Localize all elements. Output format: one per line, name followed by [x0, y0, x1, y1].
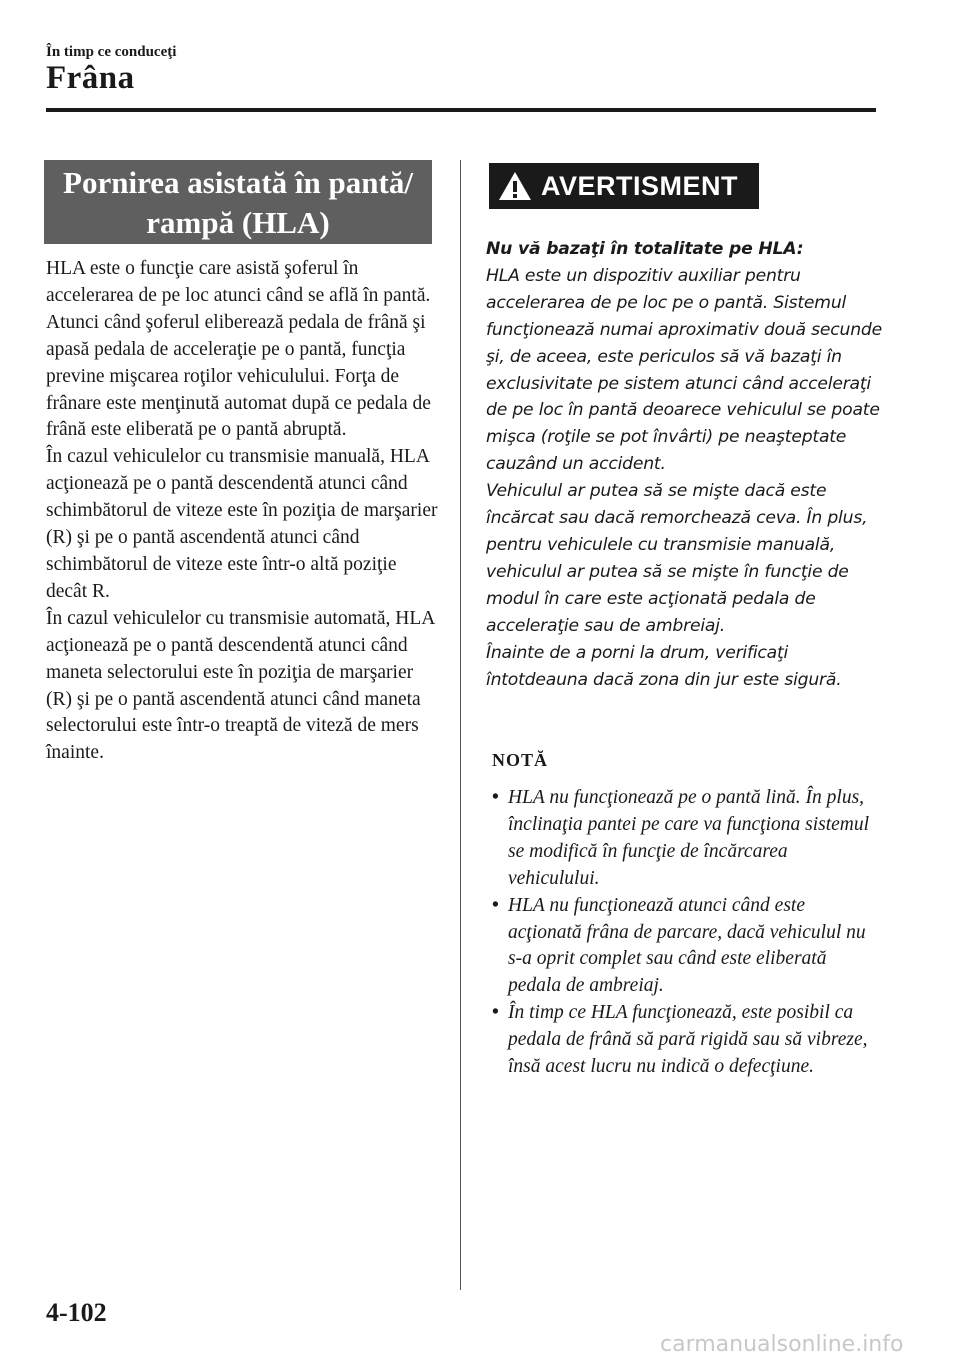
warning-paragraph: HLA este un dispozitiv auxiliar pentru accelerarea de pe loc pe o pantă. Sistemul funcţionează numai aproximativ două secunde şi, de aceea, este periculos să vă bazaţi în exclusivitate pe sistem atunci când acceleraţi de pe loc în pantă deoarece vehiculul se poate mişca (roţile se pot învârti) pe neaşteptate cauzând un accident. — [486, 265, 882, 475]
page-number: 4-102 — [46, 1298, 107, 1327]
bullet-icon: • — [492, 894, 499, 916]
warning-badge — [489, 163, 759, 209]
chapter-title: În timp ce conduceţi — [46, 44, 177, 60]
note-item-text: În timp ce HLA funcţionează, este posibil ca pedala de frână să pară rigidă sau să vibreze, însă acest lucru nu indică o defecţiune. — [508, 1002, 868, 1078]
note-item — [492, 785, 882, 893]
column-divider — [460, 160, 461, 1290]
section-title: Frâna — [46, 60, 135, 96]
note-item-text: HLA nu funcţionează atunci când este acţionată frâna de parcare, dacă vehiculul nu s-a oprit complet sau când este eliberată pedala de ambreiaj. — [508, 894, 866, 997]
header-divider — [46, 108, 876, 112]
warning-triangle-icon — [497, 170, 533, 202]
body-paragraph: În cazul vehiculelor cu transmisie manuală, HLA acţionează pe o pantă descendentă atunci când schimbătorul de viteze este în poziţia de marşarier (R) şi pe o pantă ascendentă atunci când schimbătorul de viteze este într-o altă poziţie decât R. — [46, 446, 438, 602]
warning-paragraph: Vehiculul ar putea să se mişte dacă este încărcat sau dacă remorchează ceva. În plus, pentru vehiculele cu transmisie manuală, vehiculul ar putea să se mişte în funcţie de modul în care este acţionată pedala de acceleraţie sau de ambreiaj. — [486, 481, 868, 636]
warning-lead: Nu vă bazaţi în totalitate pe HLA: — [486, 239, 804, 259]
bullet-icon: • — [492, 1002, 499, 1024]
note-item — [492, 893, 882, 1001]
watermark: carmanualsonline.info — [660, 1332, 904, 1357]
topic-title-line1: Pornirea asistată în pantă/ — [63, 165, 413, 200]
topic-body — [46, 256, 438, 767]
topic-title-line2: rampă (HLA) — [146, 205, 330, 240]
topic-title-box — [44, 160, 432, 244]
note-item-text: HLA nu funcţionează pe o pantă lină. În plus, înclinaţia pantei pe care va funcţiona sistemul se modifică în funcţie de încărcarea vehiculului. — [508, 787, 870, 889]
note-list — [492, 785, 882, 1081]
warning-text — [486, 236, 886, 693]
note-title: NOTĂ — [492, 750, 549, 770]
body-paragraph: În cazul vehiculelor cu transmisie automată, HLA acţionează pe o pantă descendentă atunci când maneta selectorului este în poziţia de marşarier (R) şi pe o pantă ascendentă atunci când maneta selectorului este într-o treaptă de viteză de mers înainte. — [46, 607, 435, 764]
bullet-icon: • — [492, 787, 499, 808]
warning-badge-label: AVERTISMENT — [541, 170, 739, 201]
note-item — [492, 1000, 882, 1081]
warning-paragraph: Înainte de a porni la drum, verificaţi întotdeauna dacă zona din jur este sigură. — [486, 642, 842, 690]
body-paragraph: HLA este o funcţie care asistă şoferul în accelerarea de pe loc atunci când se află în pantă. Atunci când şoferul eliberează pedala de frână şi apasă pedala de acceleraţie pe o pantă, funcţia previne mişcarea roţilor vehiculului. Forţa de frânare este menţinută automat după ce pedala de frână este eliberată pe o pantă abruptă. — [46, 258, 431, 441]
